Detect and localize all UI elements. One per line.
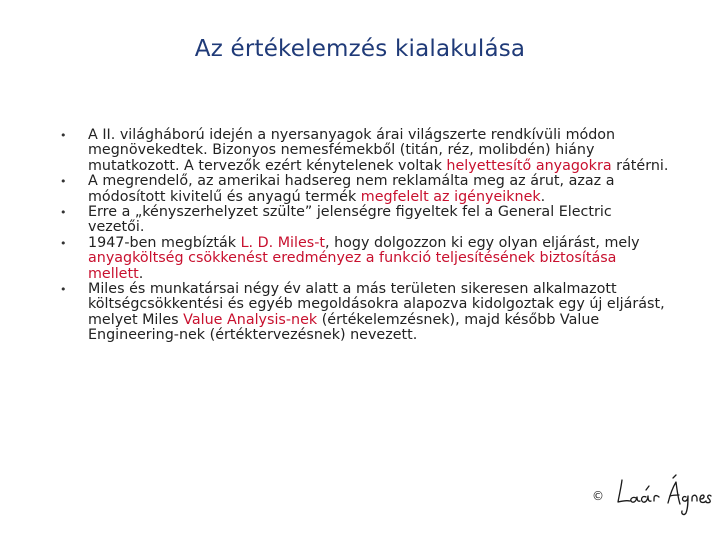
copyright-symbol: © [592, 489, 604, 503]
bullet-icon: • [60, 175, 67, 189]
bullet-item [60, 205, 670, 236]
highlight-text: helyettesítő anyagokra [446, 157, 612, 174]
highlight-text: anyagköltség csökkenést eredményez a funkció teljesítésének biztosítása mellett [88, 250, 617, 282]
bullet-list [60, 128, 670, 344]
highlight-text: L. D. Miles-t [240, 234, 326, 251]
bullet-item [60, 236, 670, 282]
bullet-text: rátérni. [611, 157, 669, 174]
bullet-text: , hogy dolgozzon ki egy olyan eljárást, mely [325, 234, 640, 251]
bullet-icon: • [60, 283, 67, 297]
bullet-text: A II. világháború idején a nyersanyagok árai világszerte rendkívüli módon megnövekedtek. Bizonyos nemesfémekből (titán, réz, molibdén) hiány mutatkozott. A tervezők ezért kénytelenek voltak [88, 127, 616, 174]
bullet-text: A megrendelő, az amerikai hadsereg nem reklamálta meg az árut, azaz a módosított kivitelű és anyagú termék [88, 173, 615, 205]
bullet-item [60, 174, 670, 205]
bullet-text: 1947-ben megbízták [88, 234, 241, 251]
bullet-item [60, 128, 670, 174]
bullet-text: . [138, 265, 144, 282]
bullet-text: (értékelemzésnek), majd később Value Engineering-nek (értéktervezésnek) nevezett. [88, 311, 600, 344]
signature-image [612, 470, 712, 522]
bullet-text: Miles és munkatársai négy év alatt a más területen sikeresen alkalmazott költségcsökkentési és egyéb megoldásokra alapozva kidolgoztak egy új eljárást, melyet Miles [88, 281, 665, 328]
slide-title: Az értékelemzés kialakulása [194, 36, 526, 62]
bullet-icon: • [60, 129, 67, 142]
bullet-icon: • [60, 206, 67, 220]
bullet-text: Erre a „kényszerhelyzet szülte” jelenségre figyeltek fel a General Electric vezetői. [88, 204, 612, 236]
bullet-text: . [540, 188, 546, 205]
bullet-item [60, 282, 670, 344]
bullet-icon: • [60, 236, 67, 250]
highlight-text: megfelelt az igényeiknek [360, 188, 541, 205]
highlight-text: Value Analysis-nek [183, 311, 318, 328]
